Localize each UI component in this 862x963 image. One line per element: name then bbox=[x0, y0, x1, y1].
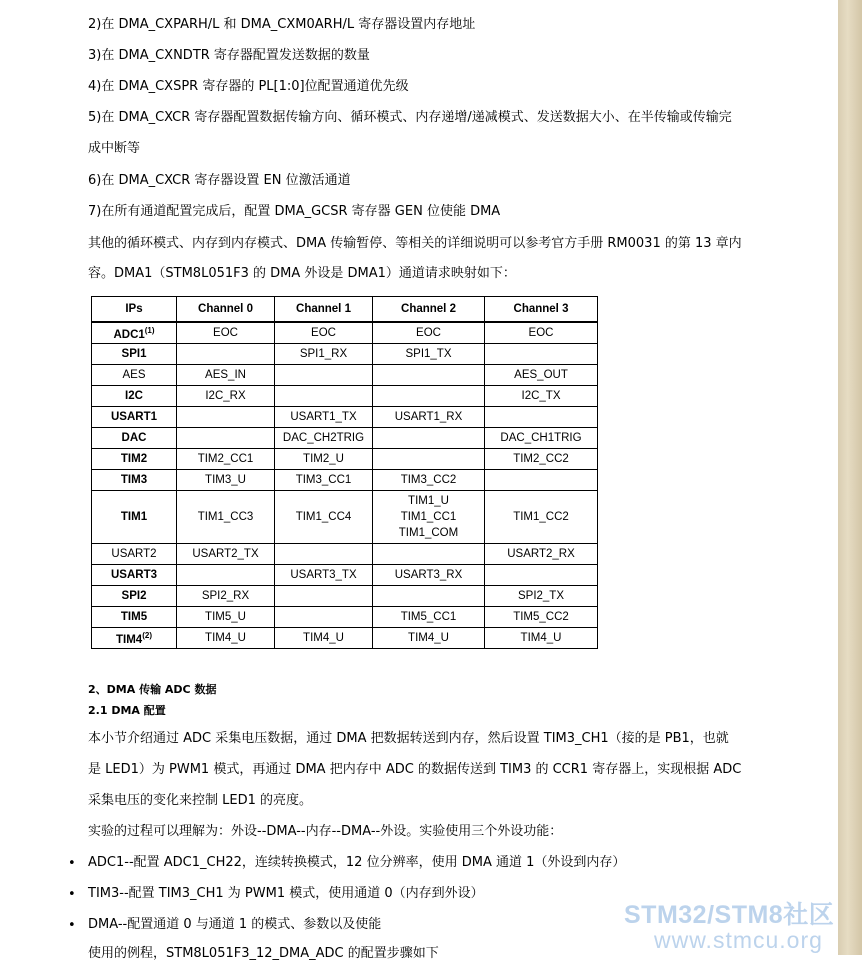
channel-cell bbox=[177, 344, 275, 365]
table-row bbox=[92, 544, 598, 565]
ip-cell: TIM1 bbox=[92, 491, 177, 544]
other-modes-text-cont: 容。DMA1（STM8L051F3 的 DMA 外设是 DMA1）通道请求映射如下： bbox=[88, 266, 516, 281]
step-7-text: 7)在所有通道配置完成后，配置 DMA_GCSR 寄存器 GEN 位使能 DMA bbox=[88, 204, 501, 219]
table-row bbox=[92, 322, 598, 344]
channel-cell: TIM4_U bbox=[373, 628, 485, 649]
channel-cell bbox=[177, 407, 275, 428]
table-row bbox=[92, 565, 598, 586]
header-channel-3: Channel 3 bbox=[485, 297, 598, 323]
channel-cell bbox=[177, 565, 275, 586]
step-5-text: 5)在 DMA_CXCR 寄存器配置数据传输方向、循环模式、内存递增/递减模式、发送数据大小、在半传输或传输完 bbox=[88, 110, 732, 125]
channel-cell: SPI1_TX bbox=[373, 344, 485, 365]
dma-channel-mapping-table bbox=[91, 296, 598, 649]
table-row bbox=[92, 449, 598, 470]
channel-cell bbox=[373, 428, 485, 449]
channel-cell: TIM4_U bbox=[485, 628, 598, 649]
channel-cell: TIM1_CC2 bbox=[485, 491, 598, 544]
watermark-title: STM32/STM8社区 bbox=[624, 901, 835, 929]
channel-cell: DAC_CH2TRIG bbox=[275, 428, 373, 449]
channel-cell: TIM5_U bbox=[177, 607, 275, 628]
ip-cell: AES bbox=[92, 365, 177, 386]
channel-cell bbox=[373, 544, 485, 565]
channel-cell: TIM5_CC1 bbox=[373, 607, 485, 628]
channel-cell bbox=[275, 544, 373, 565]
page-edge-rail bbox=[838, 0, 862, 955]
table-row bbox=[92, 491, 598, 544]
channel-cell bbox=[485, 407, 598, 428]
intro-text: 本小节介绍通过 ADC 采集电压数据，通过 DMA 把数据转送到内存，然后设置 TIM3_CH1（接的是 PB1，也就 bbox=[88, 731, 729, 746]
step-6-text: 6)在 DMA_CXCR 寄存器设置 EN 位激活通道 bbox=[88, 173, 351, 188]
bullet-icon: • bbox=[68, 856, 76, 871]
channel-cell: TIM5_CC2 bbox=[485, 607, 598, 628]
list-item: DMA--配置通道 0 与通道 1 的模式、参数以及使能 bbox=[88, 917, 382, 932]
intro-text-cont: 采集电压的变化来控制 LED1 的亮度。 bbox=[88, 793, 313, 808]
other-modes-text: 其他的循环模式、内存到内存模式、DMA 传输暂停、等相关的详细说明可以参考官方手册 RM0031 的第 13 章内 bbox=[88, 236, 742, 251]
channel-cell: I2C_TX bbox=[485, 386, 598, 407]
channel-cell: TIM1_CC4 bbox=[275, 491, 373, 544]
channel-cell bbox=[275, 607, 373, 628]
ip-cell: TIM3 bbox=[92, 470, 177, 491]
step-4-text: 4)在 DMA_CXSPR 寄存器的 PL[1:0]位配置通道优先级 bbox=[88, 79, 409, 94]
channel-cell: AES_OUT bbox=[485, 365, 598, 386]
channel-cell bbox=[275, 386, 373, 407]
table-row bbox=[92, 607, 598, 628]
ip-cell: TIM2 bbox=[92, 449, 177, 470]
list-item: TIM3--配置 TIM3_CH1 为 PWM1 模式，使用通道 0（内存到外设） bbox=[88, 886, 484, 901]
ip-cell: I2C bbox=[92, 386, 177, 407]
table-row bbox=[92, 428, 598, 449]
intro-text-cont: 是 LED1）为 PWM1 模式，再通过 DMA 把内存中 ADC 的数据传送到 TIM3 的 CCR1 寄存器上，实现根据 ADC bbox=[88, 762, 742, 777]
channel-cell bbox=[373, 386, 485, 407]
channel-cell: SPI1_RX bbox=[275, 344, 373, 365]
bullet-icon: • bbox=[68, 887, 76, 902]
channel-cell bbox=[485, 470, 598, 491]
ip-cell: USART2 bbox=[92, 544, 177, 565]
section-heading: 2、DMA 传输 ADC 数据 bbox=[88, 683, 217, 696]
ip-cell: ADC1$^{(1)}$ bbox=[92, 322, 177, 344]
ip-cell: TIM5 bbox=[92, 607, 177, 628]
ip-cell: SPI2 bbox=[92, 586, 177, 607]
process-text: 实验的过程可以理解为：外设--DMA--内存--DMA--外设。实验使用三个外设功能： bbox=[88, 824, 563, 839]
channel-cell: TIM4_U bbox=[177, 628, 275, 649]
example-steps-text: 使用的例程，STM8L051F3_12_DMA_ADC 的配置步骤如下 bbox=[88, 946, 439, 961]
channel-cell bbox=[485, 344, 598, 365]
table-row bbox=[92, 365, 598, 386]
step-5-text-cont: 成中断等 bbox=[88, 141, 141, 156]
subsection-heading: 2.1 DMA 配置 bbox=[88, 704, 166, 717]
channel-cell: USART3_TX bbox=[275, 565, 373, 586]
bullet-icon: • bbox=[68, 918, 76, 933]
step-3-text: 3)在 DMA_CXNDTR 寄存器配置发送数据的数量 bbox=[88, 48, 370, 63]
channel-cell: EOC bbox=[373, 322, 485, 344]
channel-cell-line: TIM1_U bbox=[408, 495, 449, 507]
table-header-row bbox=[92, 297, 598, 323]
channel-cell bbox=[373, 365, 485, 386]
channel-cell: TIM2_CC1 bbox=[177, 449, 275, 470]
channel-cell: AES_IN bbox=[177, 365, 275, 386]
ip-cell: USART1 bbox=[92, 407, 177, 428]
ip-cell: SPI1 bbox=[92, 344, 177, 365]
channel-cell: TIM2_CC2 bbox=[485, 449, 598, 470]
channel-cell: USART1_TX bbox=[275, 407, 373, 428]
watermark-url: www.stmcu.org bbox=[654, 927, 823, 953]
channel-cell: EOC bbox=[177, 322, 275, 344]
channel-cell: USART3_RX bbox=[373, 565, 485, 586]
channel-cell bbox=[177, 428, 275, 449]
channel-cell: SPI2_RX bbox=[177, 586, 275, 607]
channel-cell bbox=[275, 586, 373, 607]
header-channel-0: Channel 0 bbox=[177, 297, 275, 323]
ip-cell: USART3 bbox=[92, 565, 177, 586]
channel-cell-line: TIM1_CC1 bbox=[400, 511, 457, 523]
channel-cell: TIM1_CC3 bbox=[177, 491, 275, 544]
channel-cell: EOC bbox=[275, 322, 373, 344]
table-row bbox=[92, 386, 598, 407]
channel-cell: USART2_TX bbox=[177, 544, 275, 565]
ip-cell: TIM4$^{(2)}$ bbox=[92, 628, 177, 649]
header-ips: IPs bbox=[92, 297, 177, 323]
table-row bbox=[92, 344, 598, 365]
channel-cell bbox=[373, 491, 485, 544]
header-channel-2: Channel 2 bbox=[373, 297, 485, 323]
header-channel-1: Channel 1 bbox=[275, 297, 373, 323]
channel-cell: TIM2_U bbox=[275, 449, 373, 470]
channel-cell: TIM4_U bbox=[275, 628, 373, 649]
channel-cell: EOC bbox=[485, 322, 598, 344]
channel-cell: USART1_RX bbox=[373, 407, 485, 428]
channel-cell: DAC_CH1TRIG bbox=[485, 428, 598, 449]
table-row bbox=[92, 470, 598, 491]
list-item: ADC1--配置 ADC1_CH22，连续转换模式，12 位分辨率，使用 DMA 通道 1（外设到内存） bbox=[88, 855, 626, 870]
channel-cell: SPI2_TX bbox=[485, 586, 598, 607]
channel-cell-line: TIM1_COM bbox=[398, 527, 459, 539]
channel-cell bbox=[275, 365, 373, 386]
step-2-text: 2)在 DMA_CXPARH/L 和 DMA_CXM0ARH/L 寄存器设置内存地址 bbox=[88, 17, 476, 32]
channel-cell: TIM3_U bbox=[177, 470, 275, 491]
channel-cell: TIM3_CC2 bbox=[373, 470, 485, 491]
channel-cell bbox=[485, 565, 598, 586]
table-row bbox=[92, 407, 598, 428]
channel-cell bbox=[373, 586, 485, 607]
ip-cell: DAC bbox=[92, 428, 177, 449]
table-row bbox=[92, 586, 598, 607]
table-row bbox=[92, 628, 598, 649]
channel-cell bbox=[373, 449, 485, 470]
site-watermark bbox=[624, 895, 834, 954]
channel-cell: USART2_RX bbox=[485, 544, 598, 565]
channel-cell: I2C_RX bbox=[177, 386, 275, 407]
channel-cell: TIM3_CC1 bbox=[275, 470, 373, 491]
